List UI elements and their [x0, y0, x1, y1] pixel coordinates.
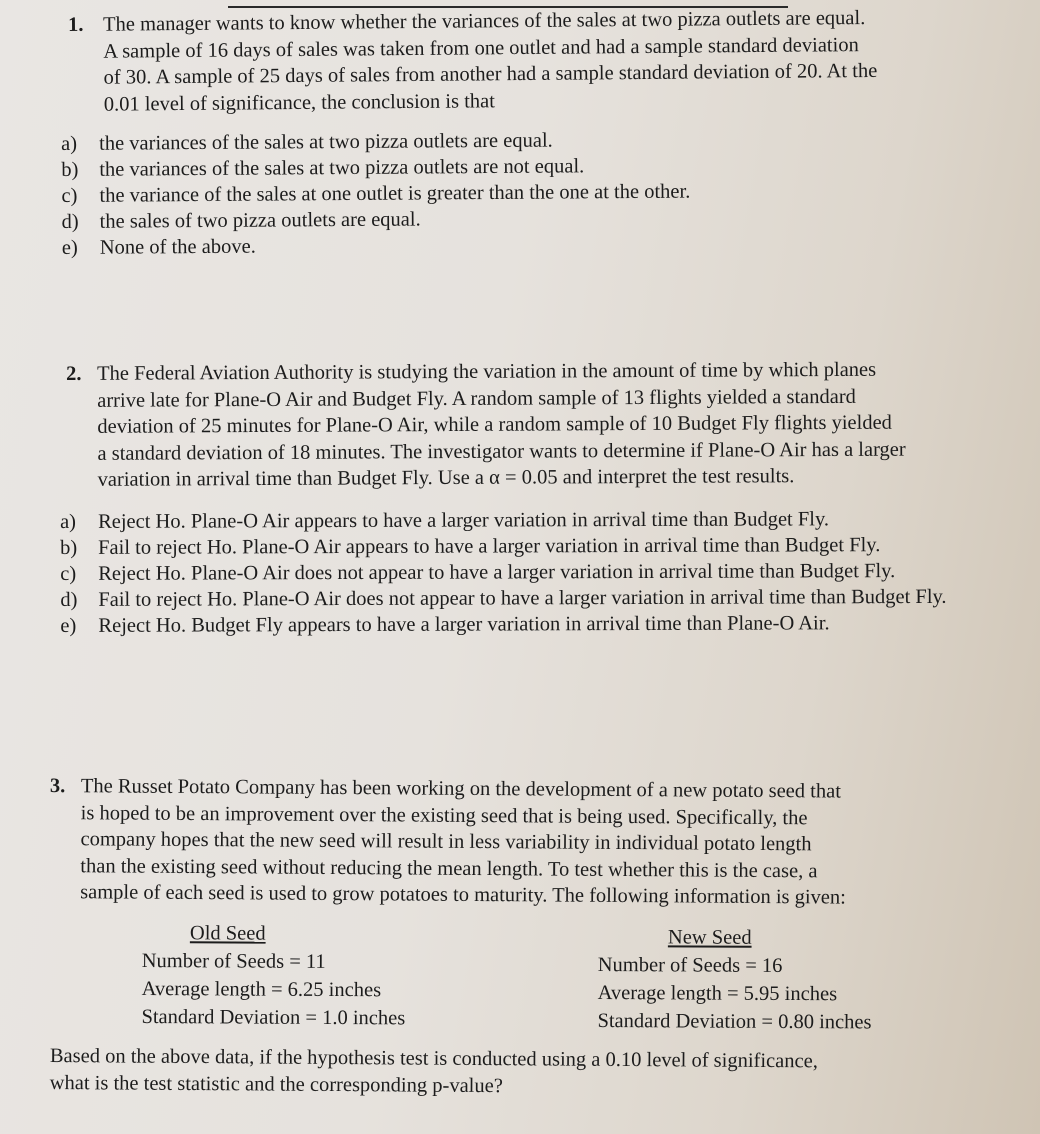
question-number: 1. [68, 13, 84, 36]
new-seed-average: Average length = 5.95 inches [597, 981, 838, 1006]
question-text-line: The manager wants to know whether the variances of the sales at two pizza outlets are equal. [103, 7, 866, 36]
new-seed-sd: Standard Deviation = 0.80 inches [597, 1009, 872, 1034]
question-text-line: The Federal Aviation Authority is studying the variation in the amount of time by which planes [97, 358, 877, 385]
new-seed-heading: New Seed [667, 926, 752, 949]
option-text: the sales of two pizza outlets are equal. [99, 208, 421, 233]
option-label: a) [60, 510, 77, 533]
question-text-line: variation in arrival time than Budget Fly. Use a α = 0.05 and interpret the test results. [97, 465, 795, 491]
option-text: None of the above. [99, 235, 256, 259]
option-label: c) [60, 562, 77, 585]
option-c [60, 558, 946, 587]
question-3 [49, 773, 950, 909]
question-text-line: a standard deviation of 18 minutes. The investigator wants to determine if Plane-O Air has a larger [97, 438, 906, 465]
question-text-line: The Russet Potato Company has been working on the development of a new potato seed that [80, 775, 842, 803]
option-text: Fail to reject Ho. Plane-O Air does not appear to have a larger variation in arrival time than Budget Fly. [98, 585, 947, 611]
option-text: Fail to reject Ho. Plane-O Air appears to have a larger variation in arrival time than Budget Fly. [98, 534, 881, 559]
question-text-line: A sample of 16 days of sales was taken from one outlet and had a sample standard deviation [103, 33, 859, 63]
option-e [62, 231, 691, 261]
question-3-closing [50, 1043, 950, 1102]
option-label: b) [60, 536, 78, 559]
question-number: 2. [66, 362, 82, 385]
question-text-line: is hoped to be an improvement over the existing seed that is being used. Specifically, the [80, 801, 808, 829]
option-label: a) [61, 132, 78, 155]
question-text-line: company hopes that the new seed will result in less variability in individual potato length [80, 828, 812, 856]
new-seed-number: Number of Seeds = 16 [597, 953, 783, 977]
option-label: d) [61, 210, 79, 233]
question-1-options [61, 127, 691, 261]
option-b [60, 532, 946, 561]
option-e [60, 610, 946, 639]
old-seed-heading: Old Seed [189, 922, 266, 945]
new-seed-info [597, 923, 872, 1036]
option-text: the variances of the sales at two pizza outlets are equal. [99, 129, 553, 155]
option-c [61, 179, 690, 209]
option-text: the variance of the sales at one outlet is greater than the one at the other. [99, 180, 691, 207]
question-text-line: of 30. A sample of 25 days of sales from another had a sample standard deviation of 20. At the [103, 59, 878, 89]
option-d [60, 584, 946, 613]
question-text-line: than the existing seed without reducing the mean length. To test whether this is the case, a [80, 854, 818, 882]
old-seed-number: Number of Seeds = 11 [141, 949, 326, 973]
option-label: d) [60, 588, 78, 611]
old-seed-sd: Standard Deviation = 1.0 inches [141, 1005, 406, 1030]
option-text: Reject Ho. Plane-O Air does not appear to have a larger variation in arrival time than Budget Fly. [98, 560, 896, 585]
old-seed-average: Average length = 6.25 inches [141, 977, 382, 1002]
old-seed-info [141, 919, 405, 1032]
question-text-line: 0.01 level of significance, the conclusion is that [103, 89, 495, 116]
question-2-options [60, 506, 947, 639]
question-text-line: what is the test statistic and the corresponding p-value? [49, 1071, 503, 1097]
option-text: the variances of the sales at two pizza outlets are not equal. [99, 155, 585, 181]
option-label: e) [60, 614, 77, 637]
option-label: c) [61, 184, 78, 207]
question-2 [66, 356, 986, 491]
question-text-line: deviation of 25 minutes for Plane-O Air, while a random sample of 10 Budget Fly flights yielded [97, 411, 892, 438]
option-label: e) [61, 236, 78, 259]
option-a [60, 506, 946, 535]
question-text-line: Based on the above data, if the hypothesis test is conducted using a 0.10 level of significance, [49, 1045, 818, 1073]
option-label: b) [61, 158, 79, 181]
question-text-line: sample of each seed is used to grow potatoes to maturity. The following information is given: [80, 881, 846, 909]
option-text: Reject Ho. Budget Fly appears to have a larger variation in arrival time than Plane-O Air. [98, 612, 830, 637]
question-number: 3. [49, 774, 66, 798]
option-text: Reject Ho. Plane-O Air appears to have a larger variation in arrival time than Budget Fly. [98, 508, 830, 533]
question-text-line: arrive late for Plane-O Air and Budget Fly. A random sample of 13 flights yielded a standard [97, 385, 856, 412]
